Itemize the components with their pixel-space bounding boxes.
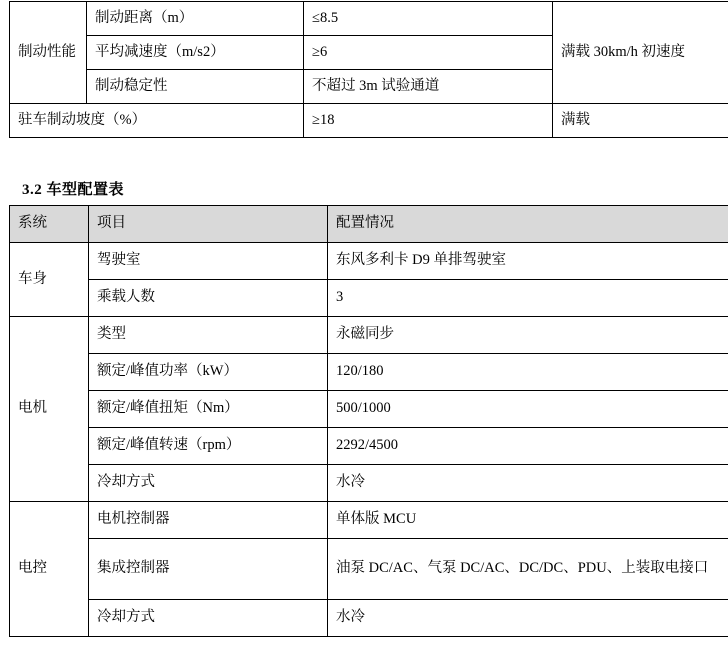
config-value: 东风多利卡 D9 单排驾驶室 (328, 243, 728, 280)
braking-spec-table (9, 1, 728, 138)
config-item: 额定/峰值功率（kW） (89, 354, 328, 391)
section-number: 3.2 (22, 182, 43, 198)
spec-note: 满载 30km/h 初速度 (553, 2, 728, 104)
config-value: 水冷 (328, 465, 728, 502)
spec-group-braking: 制动性能 (10, 2, 87, 104)
table-row (10, 280, 728, 317)
config-item: 类型 (89, 317, 328, 354)
spec-item: 制动距离（m） (87, 2, 304, 36)
table-row (10, 502, 728, 539)
config-item: 集成控制器 (89, 539, 328, 600)
spec-value: 不超过 3m 试验通道 (304, 70, 553, 104)
spec-note: 满载 (553, 104, 728, 138)
config-item: 额定/峰值扭矩（Nm） (89, 391, 328, 428)
spec-item-parking-brake: 驻车制动坡度（%） (10, 104, 304, 138)
config-value: 500/1000 (328, 391, 728, 428)
table-row (10, 539, 728, 600)
table-row (10, 354, 728, 391)
config-group-motor: 电机 (10, 317, 89, 502)
config-group-body: 车身 (10, 243, 89, 317)
spec-item: 制动稳定性 (87, 70, 304, 104)
column-header-system: 系统 (10, 206, 89, 243)
config-item: 乘载人数 (89, 280, 328, 317)
section-heading (22, 178, 124, 199)
config-value: 3 (328, 280, 728, 317)
config-value: 水冷 (328, 600, 728, 637)
config-item: 冷却方式 (89, 465, 328, 502)
table-row (10, 317, 728, 354)
config-value: 永磁同步 (328, 317, 728, 354)
table-row (10, 243, 728, 280)
config-item: 电机控制器 (89, 502, 328, 539)
table-header-row (10, 206, 728, 243)
table-row (10, 465, 728, 502)
table-row (10, 2, 728, 36)
config-value: 单体版 MCU (328, 502, 728, 539)
table-row (10, 600, 728, 637)
table-row (10, 391, 728, 428)
config-item: 驾驶室 (89, 243, 328, 280)
section-title: 车型配置表 (46, 182, 125, 198)
spec-value: ≤8.5 (304, 2, 553, 36)
vehicle-config-table (9, 205, 728, 637)
table-row (10, 428, 728, 465)
spec-value: ≥18 (304, 104, 553, 138)
spec-value: ≥6 (304, 36, 553, 70)
config-group-electric-control: 电控 (10, 502, 89, 637)
column-header-config: 配置情况 (328, 206, 728, 243)
config-value: 油泵 DC/AC、气泵 DC/AC、DC/DC、PDU、上装取电接口 (328, 539, 728, 600)
spec-item: 平均减速度（m/s2） (87, 36, 304, 70)
config-value: 2292/4500 (328, 428, 728, 465)
config-item: 冷却方式 (89, 600, 328, 637)
config-value: 120/180 (328, 354, 728, 391)
table-row (10, 104, 728, 138)
column-header-item: 项目 (89, 206, 328, 243)
config-item: 额定/峰值转速（rpm） (89, 428, 328, 465)
